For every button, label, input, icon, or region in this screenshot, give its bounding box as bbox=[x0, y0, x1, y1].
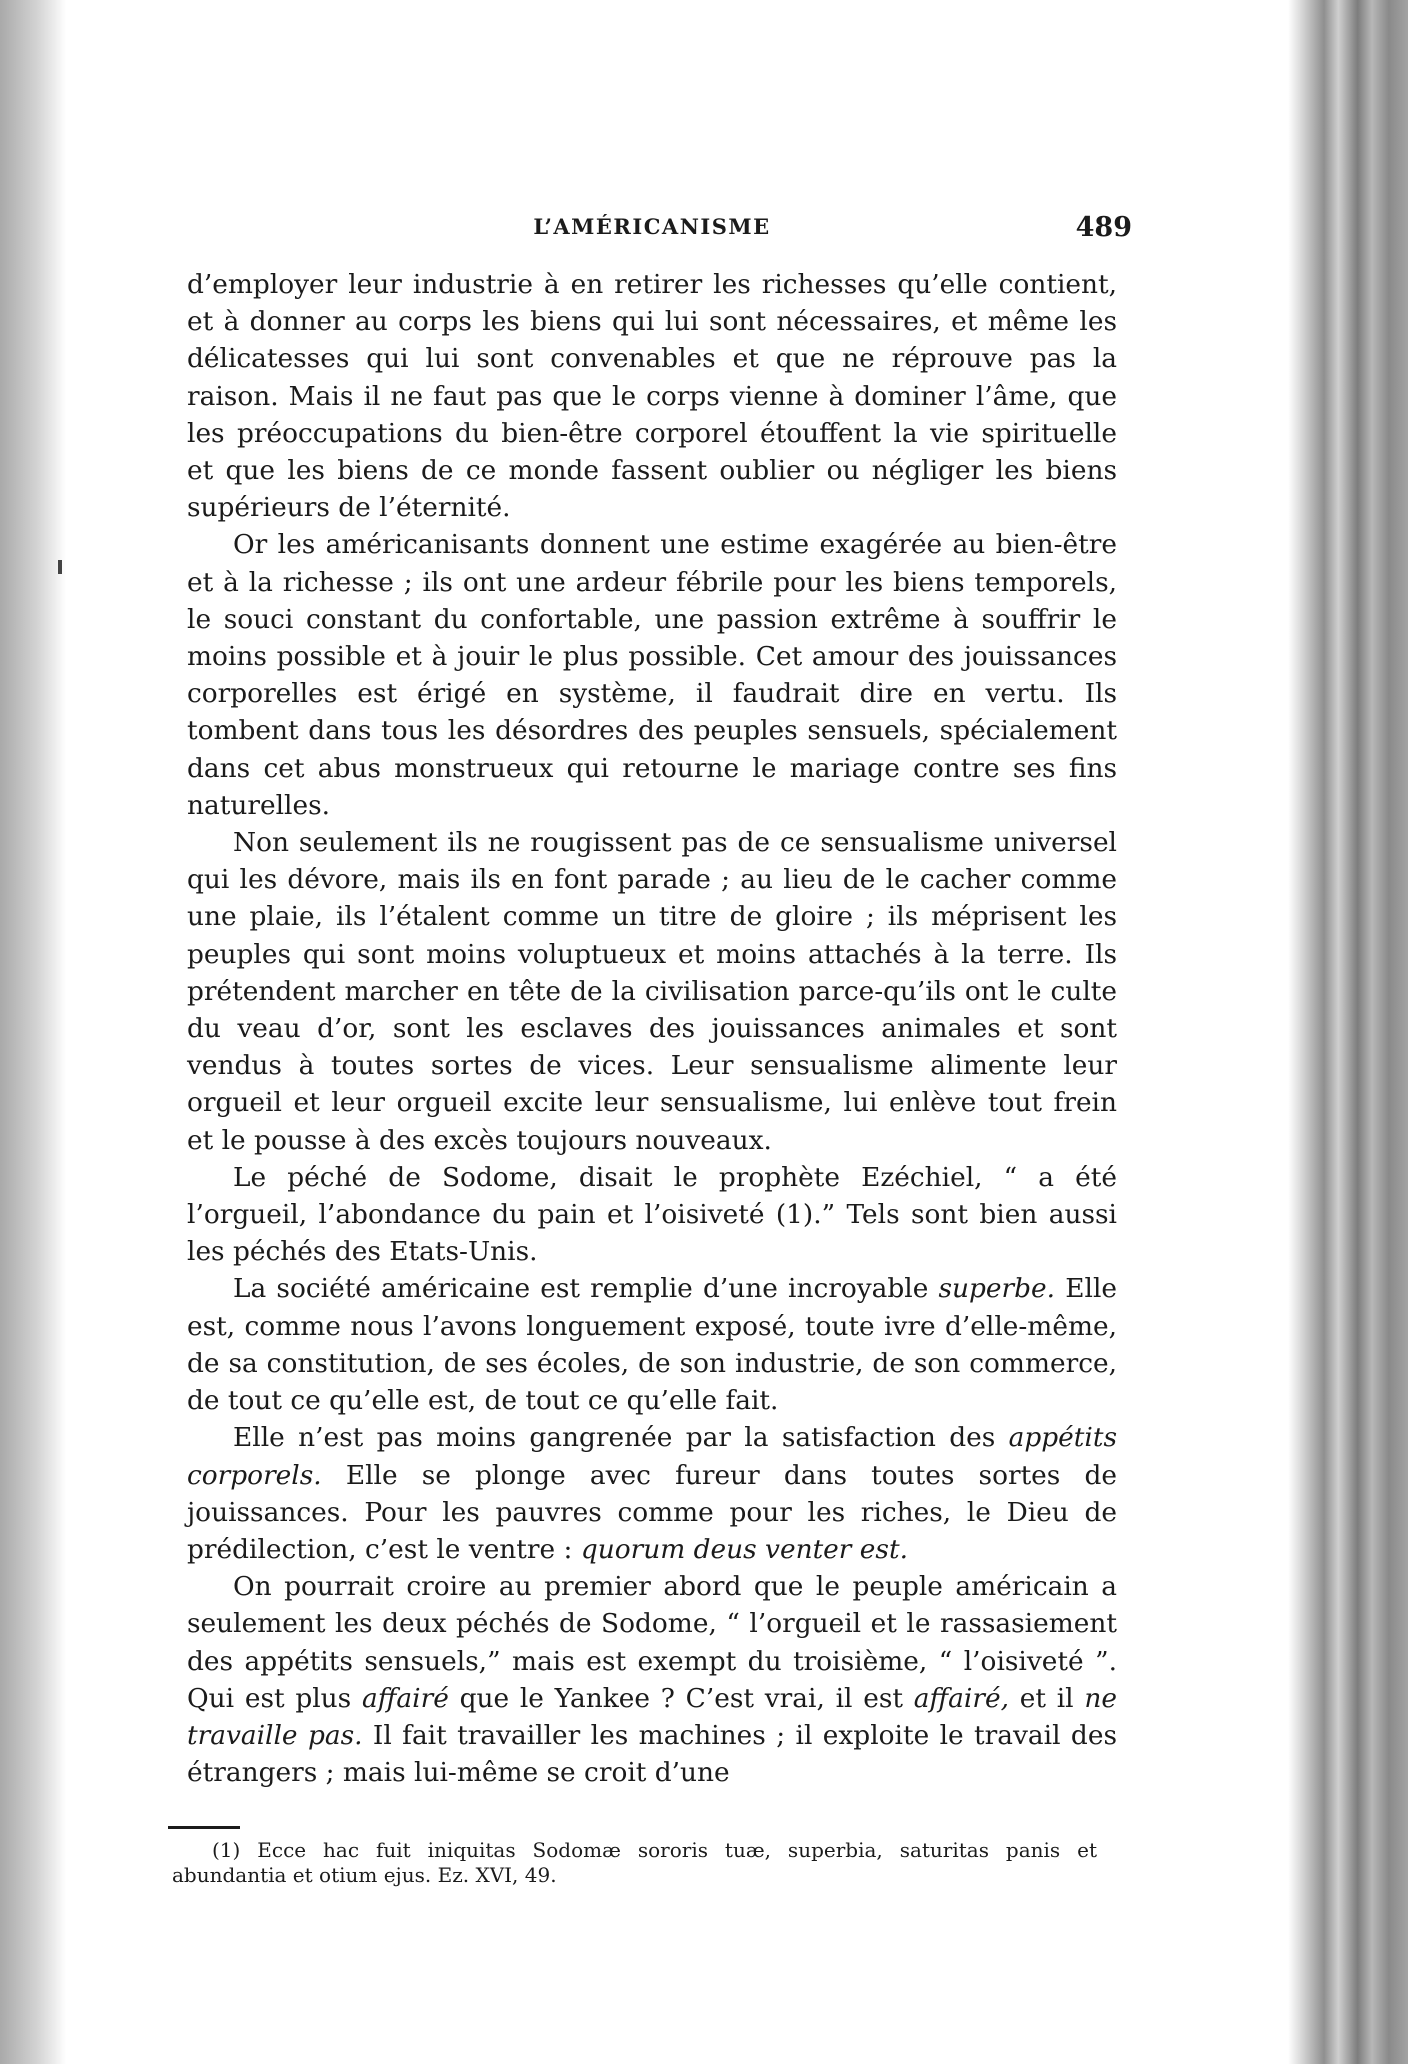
footnote-rule bbox=[168, 1826, 240, 1829]
paragraph bbox=[187, 824, 1117, 1159]
footnote bbox=[172, 1838, 1097, 1888]
italic-text: affairé, bbox=[913, 1682, 1009, 1714]
text-run: et il bbox=[1008, 1682, 1085, 1714]
text-run: d’employer leur industrie à en retirer les richesses qu’elle contient, et à donner au corps les biens qui lui sont nécessaires, et même les délicatesses qui lui sont convenables et que ne réprouve pas la raison. Mais il ne faut pas que le corps vienne à dominer l’âme, que les préoccupations du bien-être corporel étouffent la vie spirituelle et que les biens de ce monde fassent oublier ou négliger les biens supérieurs de l’éternité. bbox=[187, 269, 1117, 524]
right-page-edge bbox=[1288, 0, 1408, 2064]
paragraph bbox=[187, 1419, 1117, 1568]
text-run: La société américaine est remplie d’une incroyable bbox=[233, 1273, 939, 1305]
edge-mark bbox=[58, 560, 62, 574]
page-header bbox=[172, 210, 1132, 250]
text-run: Il fait travailler les machines ; il exploite le travail des étrangers ; mais lui-même se croit d’une bbox=[187, 1719, 1117, 1789]
italic-text: quorum deus venter est. bbox=[580, 1533, 908, 1565]
paragraph bbox=[187, 1270, 1117, 1419]
paragraph bbox=[187, 1568, 1117, 1791]
text-run: Elle se plonge avec fureur dans toutes sortes de jouissances. Pour les pauvres comme pour les riches, le Dieu de prédilection, c’est le ventre : bbox=[187, 1459, 1117, 1565]
paragraph bbox=[187, 526, 1117, 824]
italic-text: appétits corporels. bbox=[187, 1422, 1117, 1491]
left-page-edge bbox=[0, 0, 66, 2064]
italic-text: affairé bbox=[361, 1682, 449, 1714]
italic-text: ne travaille pas. bbox=[187, 1682, 1117, 1751]
italic-text: superbe. bbox=[938, 1273, 1056, 1305]
paragraph bbox=[187, 1159, 1117, 1271]
text-run: que le Yankee ? C’est vrai, il est bbox=[448, 1682, 914, 1714]
text-run: Non seulement ils ne rougissent pas de ce sensualisme universel qui les dévore, mais ils en font parade ; au lieu de le cacher comme une plaie, ils l’étalent comme un titre de gloire ; ils méprisent les peuples qui sont moins voluptueux et moins attachés à la terre. Ils prétendent marcher en tête de la civilisation parce-qu’ils ont le culte du veau d’or, sont les esclaves des jouissances animales et sont vendus à toutes sortes de vices. Leur sensualisme alimente leur orgueil et leur orgueil excite leur sensualisme, lui enlève tout frein et le pousse à des excès toujours nouveaux. bbox=[187, 827, 1117, 1156]
text-run: Or les américanisants donnent une estime exagérée au bien-être et à la richesse ; ils ont une ardeur fébrile pour les biens temporels, le souci constant du confortable, une passion extrême à souffrir le moins possible et à jouir le plus possible. Cet amour des jouissances corporelles est érigé en système, il faudrait dire en vertu. Ils tombent dans tous les désordres des peuples sensuels, spécialement dans cet abus monstrueux qui retourne le mariage contre ses fins naturelles. bbox=[187, 529, 1117, 821]
text-run: Elle n’est pas moins gangrenée par la satisfaction des bbox=[233, 1422, 1009, 1454]
paragraph bbox=[187, 266, 1117, 526]
text-run: Elle est, comme nous l’avons longuement exposé, toute ivre d’elle-même, de sa constitution, de ses écoles, de son industrie, de son commerce, de tout ce qu’elle est, de tout ce qu’elle fait. bbox=[187, 1273, 1117, 1417]
footnote-text: (1) Ecce hac fuit iniquitas Sodomæ sororis tuæ, superbia, saturitas panis et abundantia et otium ejus. Ez. XVI, 49. bbox=[172, 1838, 1097, 1887]
text-run: On pourrait croire au premier abord que le peuple américain a seulement les deux péchés de Sodome, “ l’orgueil et le rassasiement des appétits sensuels,” mais est exempt du troisième, “ l’oisiveté ”. Qui est plus bbox=[187, 1571, 1117, 1714]
running-title: L’AMÉRICANISME bbox=[533, 214, 771, 239]
text-run: Le péché de Sodome, disait le prophète Ezéchiel, “ a été l’orgueil, l’abondance du pain et l’oisiveté (1).” Tels sont bien aussi les péchés des Etats-Unis. bbox=[187, 1161, 1117, 1268]
body-text bbox=[187, 266, 1117, 1791]
page-number: 489 bbox=[1075, 212, 1132, 243]
